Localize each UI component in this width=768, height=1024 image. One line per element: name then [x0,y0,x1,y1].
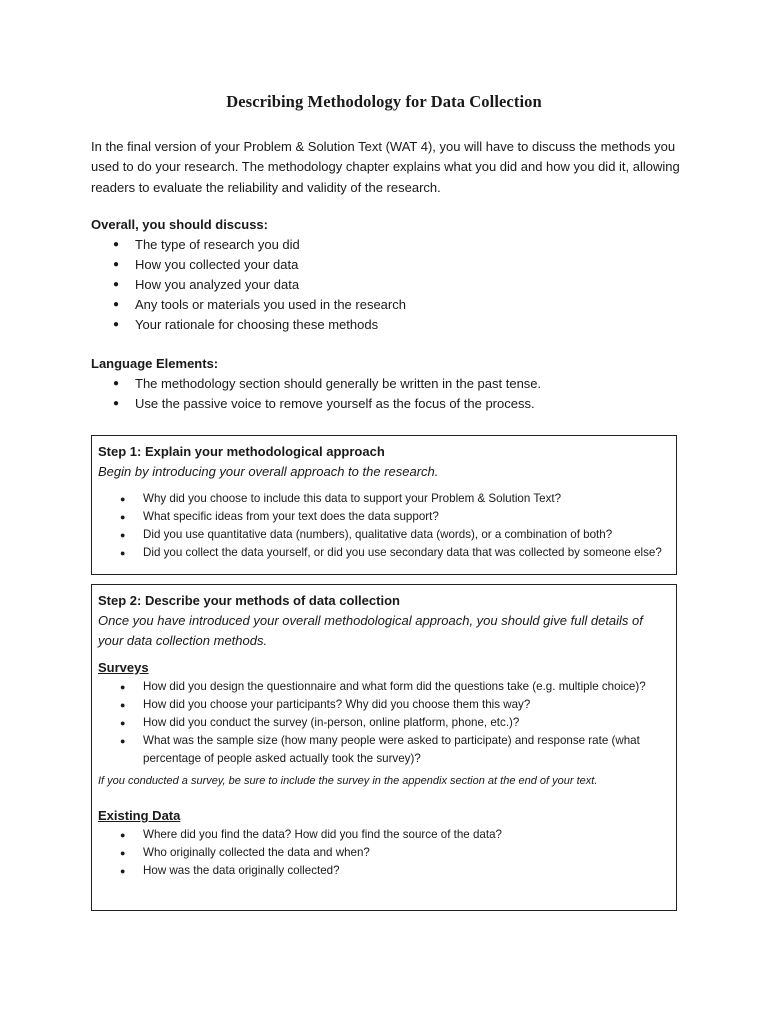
language-list [91,374,691,414]
list-item: ● How did you conduct the survey (in-person, online platform, phone, etc.)? [98,714,668,732]
list-item: ● Did you use quantitative data (numbers), qualitative data (words), or a combination of both? [98,526,668,544]
list-item: ● Any tools or materials you used in the research [91,295,691,315]
overall-list [91,235,691,335]
list-item: ● How you collected your data [91,255,691,275]
surveys-list [98,678,668,768]
surveys-note: If you conducted a survey, be sure to include the survey in the appendix section at the end of your text. [98,775,598,787]
bullet-icon: ● [113,259,120,270]
list-item: ● Who originally collected the data and when? [98,844,668,862]
step2-box [91,584,677,911]
bullet-icon: ● [120,866,126,876]
bullet-icon: ● [120,736,126,746]
step1-description: Begin by introducing your overall approach to the research. [98,464,439,479]
list-item: ● How did you design the questionnaire and what form did the questions take (e.g. multiple choice)? [98,678,668,696]
bullet-icon: ● [120,512,126,522]
list-item: ● How you analyzed your data [91,275,691,295]
language-heading: Language Elements: [91,356,219,371]
document-title: Describing Methodology for Data Collection [226,92,542,111]
list-item: ● Use the passive voice to remove yourself as the focus of the process. [91,394,691,414]
language-section [91,354,691,414]
overall-section [91,215,691,335]
surveys-heading: Surveys [98,660,149,675]
list-item: ● Where did you find the data? How did you find the source of the data? [98,826,668,844]
bullet-icon: ● [120,548,126,558]
bullet-icon: ● [113,239,120,250]
overall-heading: Overall, you should discuss: [91,217,268,232]
bullet-icon: ● [120,494,126,504]
list-item: ● Why did you choose to include this data to support your Problem & Solution Text? [98,490,668,508]
step2-title: Step 2: Describe your methods of data collection [98,593,400,608]
bullet-icon: ● [120,682,126,692]
bullet-icon: ● [120,530,126,540]
list-item: ● What was the sample size (how many people were asked to participate) and response rate (what percentage of people asked actually took the survey)? [120,734,640,765]
step1-title: Step 1: Explain your methodological approach [98,444,385,459]
list-item: ● The type of research you did [91,235,691,255]
bullet-icon: ● [113,319,120,330]
list-item: ● How did you choose your participants? Why did you choose them this way? [98,696,668,714]
list-item: ● Your rationale for choosing these methods [91,315,691,335]
list-item: ● What specific ideas from your text does the data support? [98,508,668,526]
bullet-icon: ● [120,848,126,858]
bullet-icon: ● [120,700,126,710]
list-item: ● How was the data originally collected? [98,862,668,880]
bullet-icon: ● [120,830,126,840]
step1-list [98,490,668,562]
bullet-icon: ● [113,279,120,290]
bullet-icon: ● [113,378,120,389]
step2-description: Once you have introduced your overall methodological approach, you should give full details of your data collection methods. [98,613,643,648]
intro-paragraph: In the final version of your Problem & Solution Text (WAT 4), you will have to discuss the methods you used to do your research. The methodology chapter explains what you did and how you did it, allowing readers to evaluate the reliability and validity of the research. [91,139,680,195]
bullet-icon: ● [113,299,120,310]
existing-data-heading: Existing Data [98,808,181,823]
bullet-icon: ● [113,398,120,409]
list-item: ● Did you collect the data yourself, or did you use secondary data that was collected by someone else? [98,544,668,562]
bullet-icon: ● [120,718,126,728]
step1-box [91,435,677,575]
existing-data-list [98,826,668,880]
list-item: ● The methodology section should generally be written in the past tense. [91,374,691,394]
